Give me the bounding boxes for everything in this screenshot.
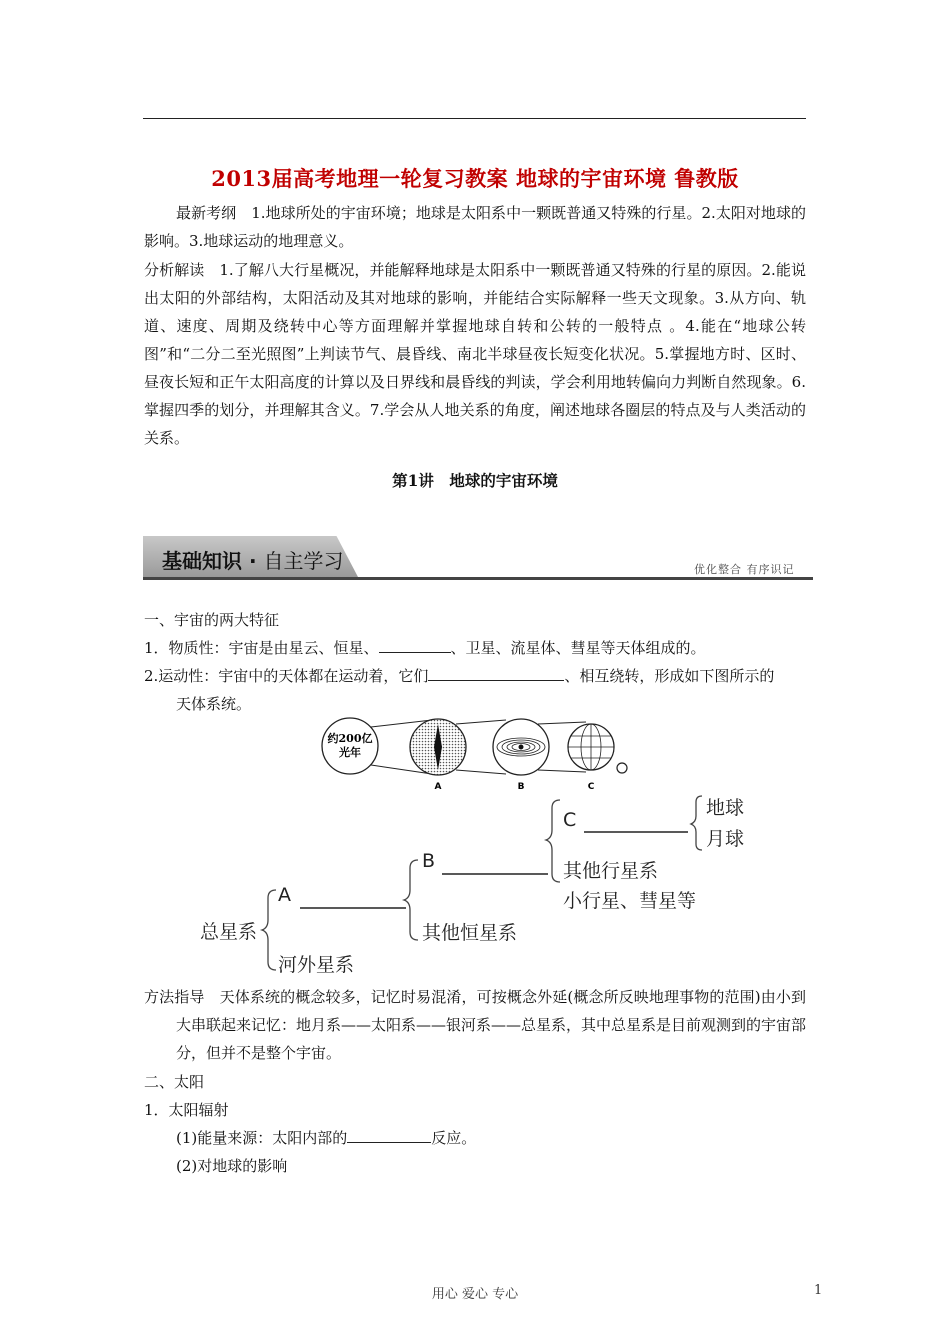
method-text: 天体系统的概念较多，记忆时易混淆，可按概念外延(概念所反映地理事物的范围)由小到大串联起来记忆：地月系——太阳系——银河系——总星系，其中总星系是目前观测到的宇宙部分，但并不是整个宇宙。 xyxy=(176,988,807,1062)
circle-text-2: 光年 xyxy=(339,746,361,759)
section1-item2 xyxy=(144,665,774,686)
analysis-text: 1.了解八大行星概况，并能解释地球是太阳系中一颗既普通又特殊的行星的原因。2.能说出太阳的外部结构，太阳活动及其对地球的影响，并能结合实际解释一些天文现象。3.从方向、轨道、速度、周期及绕转中心等方面理解并掌握地球自转和公转的一般特点 。4.能在“地球公转图”和“二分二至光照图”上判读节气、晨昏线、南北半球昼夜长短变化状况。5.掌握地方时、区时、昼夜长短和正午太阳高度的计算以及日界线和晨昏线的判读，学会利用地转偏向力判断自然现象。6.掌握四季的划分，并理解其含义。7.学会从人地关系的角度，阐述地球各圈层的特点及与人类活动的关系。 xyxy=(144,261,806,447)
section1-heading: 一、宇宙的两大特征 xyxy=(144,611,280,629)
method-label: 方法指导 xyxy=(144,988,205,1006)
analysis-label: 分析解读 xyxy=(144,261,205,279)
item2-pre: 2.运动性：宇宙中的天体都在运动着，它们 xyxy=(144,667,429,685)
sub1-post: 反应。 xyxy=(431,1129,477,1147)
blank-motion xyxy=(428,666,564,681)
tree-moon: 月球 xyxy=(706,828,745,850)
tree-earth: 地球 xyxy=(706,797,745,819)
document-title: 2013届高考地理一轮复习教案 地球的宇宙环境 鲁教版 xyxy=(211,166,739,191)
tree-small-bodies: 小行星、彗星等 xyxy=(563,890,697,912)
item1-pre: 1．物质性：宇宙是由星云、恒星、 xyxy=(144,639,379,657)
banner-slogan: 优化整合 有序识记 xyxy=(694,563,795,576)
banner-title xyxy=(162,545,344,574)
item2-post: 、相互绕转，形成如下图所示的 xyxy=(564,667,775,685)
section2-sub1 xyxy=(176,1127,476,1148)
section1-item2-cont: 天体系统。 xyxy=(176,695,252,713)
section1-item1 xyxy=(144,637,706,658)
banner-main: 基础知识 xyxy=(162,549,242,573)
tree-a: A xyxy=(278,884,291,906)
banner-rule xyxy=(143,577,813,580)
method-paragraph xyxy=(144,983,806,1067)
tree-other-planets: 其他行星系 xyxy=(563,860,659,882)
section2-sub2: (2)对地球的影响 xyxy=(176,1157,288,1175)
header-rule xyxy=(143,118,806,119)
banner-sub: 自主学习 xyxy=(263,549,344,573)
sub1-pre: (1)能量来源：太阳内部的 xyxy=(176,1129,348,1147)
analysis-paragraph xyxy=(144,256,806,452)
footer-slogan: 用心 爱心 专心 xyxy=(431,1287,519,1302)
item1-post: 、卫星、流星体、彗星等天体组成的。 xyxy=(450,639,706,657)
moon-circle xyxy=(617,763,627,773)
tree-outside: 河外星系 xyxy=(278,954,355,976)
tree-c: C xyxy=(563,809,577,831)
celestial-system-figure xyxy=(316,716,656,796)
circle-text-1: 约200亿 xyxy=(327,732,373,745)
section2-heading: 二、太阳 xyxy=(144,1073,205,1091)
label-c: C xyxy=(587,782,595,792)
tree-b: B xyxy=(422,850,436,872)
section2-item1: 1．太阳辐射 xyxy=(144,1101,229,1119)
blank-stars xyxy=(379,638,451,653)
syllabus-label: 最新考纲 xyxy=(176,204,237,222)
syllabus-text: 1.地球所处的宇宙环境；地球是太阳系中一颗既普通又特殊的行星。2.太阳对地球的影响。3.地球运动的地理意义。 xyxy=(144,204,806,250)
page-number: 1 xyxy=(814,1283,823,1298)
banner-dot: · xyxy=(242,549,264,573)
tree-root: 总星系 xyxy=(200,921,258,943)
tree-other-stars: 其他恒星系 xyxy=(422,922,518,944)
blank-energy xyxy=(347,1128,431,1143)
hierarchy-tree xyxy=(196,790,756,980)
label-a: A xyxy=(434,782,442,792)
syllabus-paragraph xyxy=(144,199,806,255)
lecture-title: 第1讲 地球的宇宙环境 xyxy=(392,471,558,490)
label-b: B xyxy=(517,782,525,792)
